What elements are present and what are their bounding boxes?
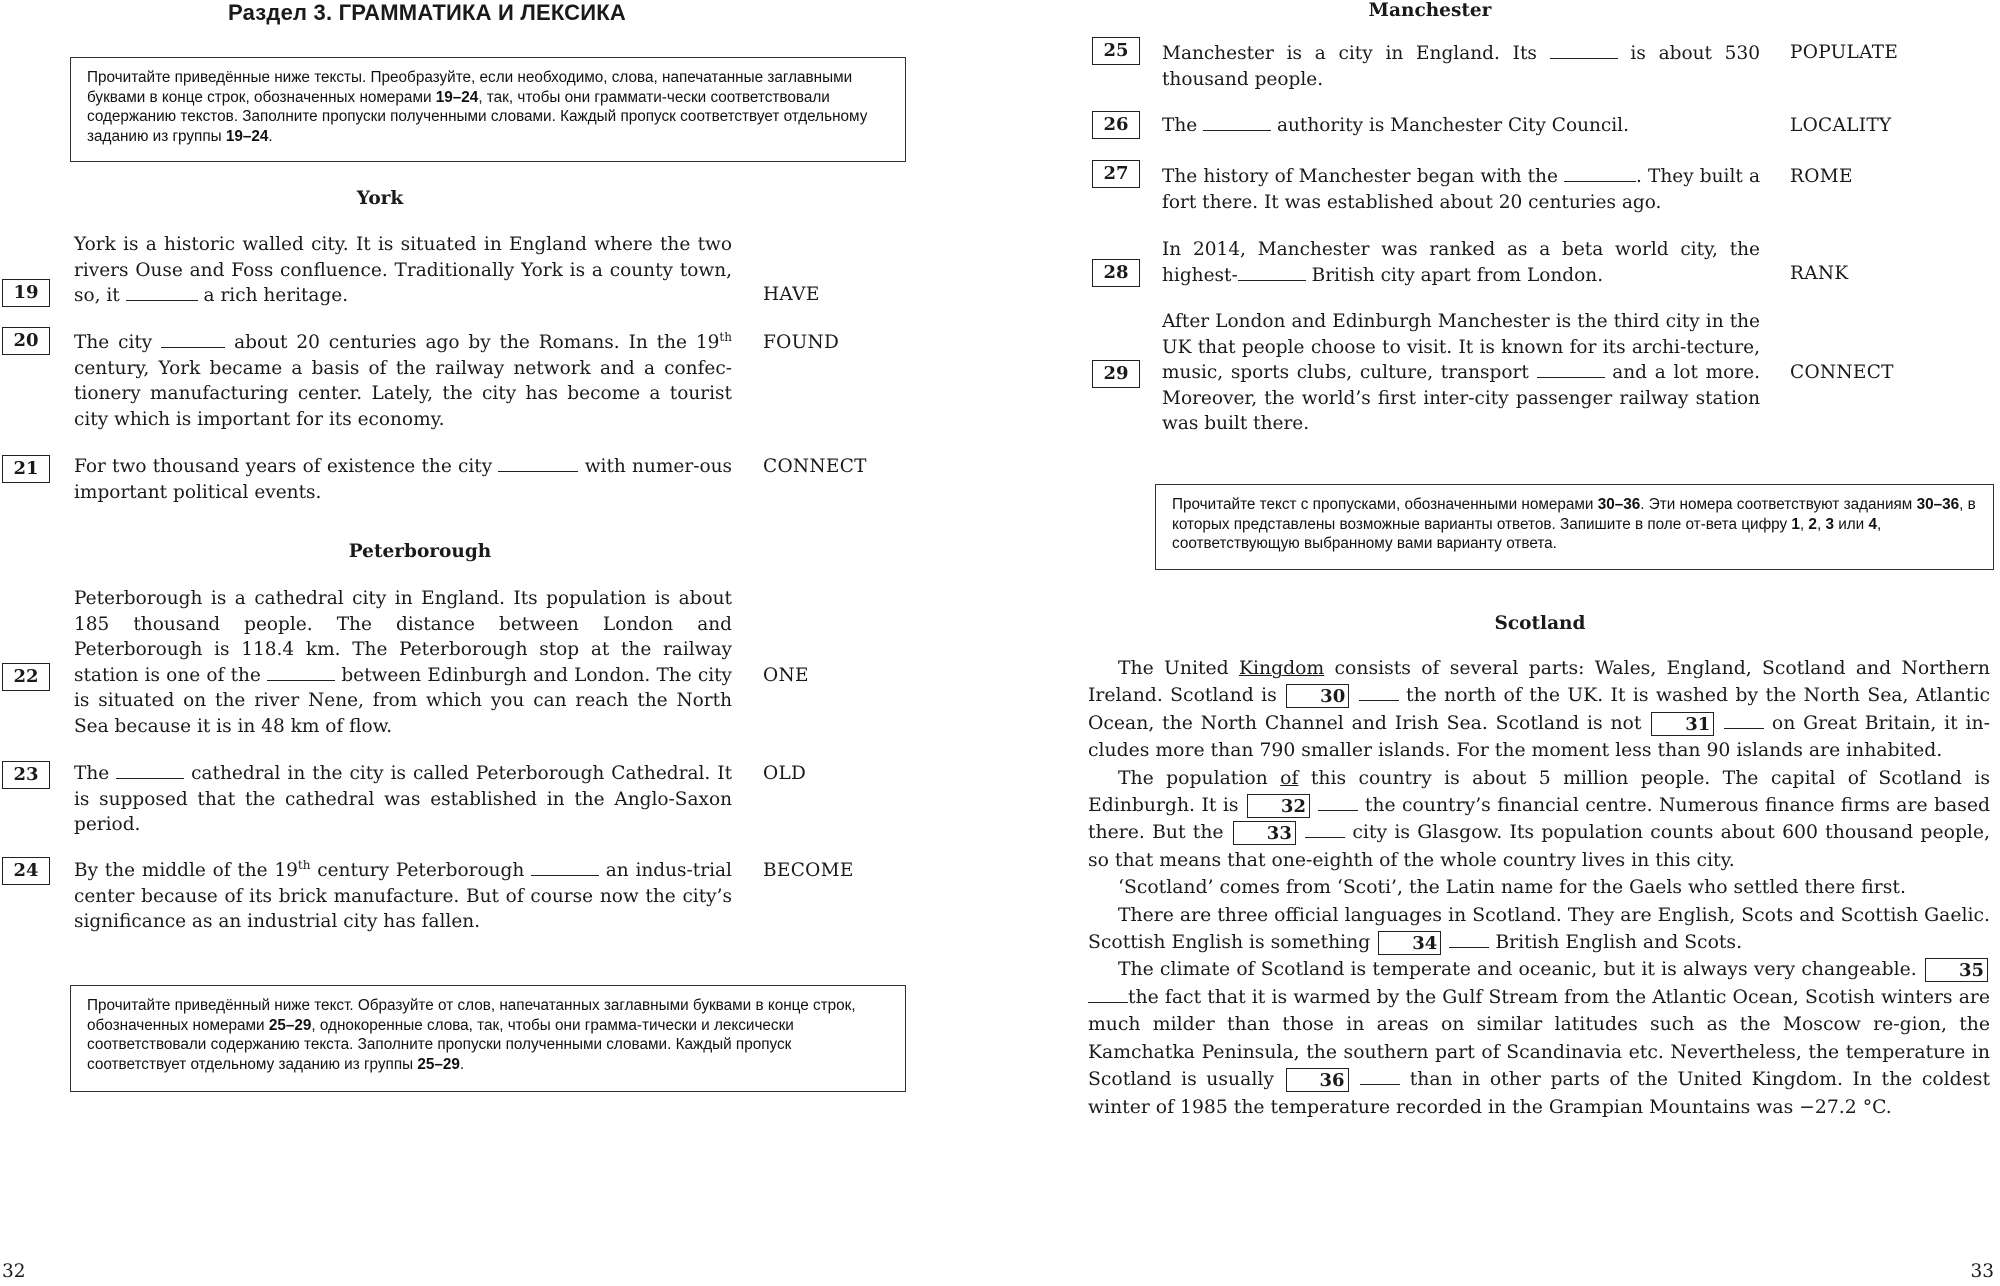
gap-box-31[interactable]: 31: [1651, 712, 1714, 736]
keyword-23: OLD: [763, 763, 807, 784]
right-page: [1000, 0, 2000, 1286]
scotland-paragraph-2: The population of this country is about 5 million people. The capital of Scotland is Edinburgh. It is 32 the country’s financial centre. Numerous finance firms are based there. But the 33 city is Glasgow. Its population counts about 600 thousand people, so that means that one-eighth of the whole country lives in this city.: [1088, 767, 1991, 871]
task-20-text: The city about 20 centuries ago by the Romans. In the 19th century, York became a basis of the railway network and a confec-tionery manufacturing center. Lately, the city has become a tourist city which is important for its economy.: [74, 329, 732, 430]
task-28-text: In 2014, Manchester was ranked as a beta world city, the highest- British city apart from London.: [1162, 239, 1760, 286]
instruction-box-19-24: Прочитайте приведённые ниже тексты. Преобразуйте, если необходимо, слова, напечатанные заглавными буквами в конце строк, обозначенных номерами 19–24, так, чтобы они граммати-чески соответствовали содержанию текстов. Заполните пропуски полученными словами. Каждый пропуск соответствует отдельному заданию из группы 19–24.: [70, 57, 906, 162]
task-number-25: 25: [1092, 37, 1140, 65]
task-number-20: 20: [2, 327, 50, 355]
task-25-text: Manchester is a city in England. Its is about 530 thousand people.: [1162, 43, 1760, 90]
keyword-21: CONNECT: [763, 456, 867, 477]
task-23-text: The cathedral in the city is called Peterborough Cathedral. It is supposed that the cathedral was established in the Anglo-Saxon period.: [74, 763, 732, 835]
keyword-25: POPULATE: [1790, 42, 1899, 63]
task-26-text: The authority is Manchester City Council.: [1162, 115, 1629, 136]
york-heading: York: [356, 188, 404, 209]
task-number-23: 23: [2, 761, 50, 789]
gap-19[interactable]: [126, 286, 198, 301]
gap-box-30[interactable]: 30: [1286, 684, 1349, 708]
task-number-28: 28: [1092, 259, 1140, 287]
instruction-box-30-36: Прочитайте текст с пропусками, обозначенными номерами 30–36. Эти номера соответствуют заданиям 30–36, в которых представлены возможные варианты ответов. Запишите в поле от-вета цифру 1, 2, 3 или 4, соответствующую выбранному вами варианту ответа.: [1155, 484, 1994, 570]
gap-box-33[interactable]: 33: [1233, 821, 1296, 845]
section-title: Раздел 3. ГРАММАТИКА И ЛЕКСИКА: [228, 0, 626, 25]
keyword-24: BECOME: [763, 860, 854, 881]
gap-26[interactable]: [1203, 116, 1271, 131]
keyword-26: LOCALITY: [1790, 115, 1892, 136]
gap-27[interactable]: [1564, 167, 1636, 182]
keyword-29: CONNECT: [1790, 362, 1894, 383]
task-number-27: 27: [1092, 160, 1140, 188]
scotland-paragraph-3: ‘Scotland’ comes from ‘Scoti’, the Latin name for the Gaels who settled there first.: [1118, 877, 1906, 899]
page-number-left: 32: [2, 1261, 26, 1282]
scotland-paragraph-5: The climate of Scotland is temperate and oceanic, but it is always very changeable. 35 the fact that it is warmed by the Gulf Stream from the Atlantic Ocean, Scotish winters are much milder than those in areas on similar latitudes such as the Moscow re-gion, the Kamchatka Peninsula, the southern part of Scandinavia etc. Nevertheless, the temperature in Scotland is usually 36 than in other parts of the United Kingdom. In the coldest winter of 1985 the temperature recorded in the Grampian Mountains was −27.2 °C.: [1088, 959, 1990, 1118]
task-29-text: After London and Edinburgh Manchester is the third city in the UK that people choose to visit. It is known for its archi-tecture, music, sports clubs, culture, transport and a lot more. Moreover, the world’s first inter-city passenger railway station was built there.: [1162, 311, 1760, 434]
gap-25[interactable]: [1550, 44, 1618, 59]
gap-box-34[interactable]: 34: [1378, 931, 1441, 955]
task-22-text: Peterborough is a cathedral city in England. Its population is about 185 thousand people. The distance between London and Peterborough is 118.4 km. The Peterborough stop at the railway station is one of the between Edinburgh and London. The city is situated on the river Nene, from which you can reach the North Sea because it is in 48 km of flow.: [74, 588, 733, 737]
task-number-21: 21: [2, 455, 50, 483]
peterborough-heading: Peterborough: [348, 541, 492, 562]
gap-23[interactable]: [116, 764, 184, 779]
task-27-text: The history of Manchester began with the . They built a fort there. It was established about 20 centuries ago.: [1162, 166, 1760, 213]
keyword-22: ONE: [763, 665, 809, 686]
task-number-22: 22: [2, 663, 50, 691]
keyword-19: HAVE: [763, 284, 820, 305]
gap-box-32[interactable]: 32: [1247, 794, 1310, 818]
gap-21[interactable]: [498, 457, 578, 472]
task-24-text: By the middle of the 19th century Peterborough an indus-trial center because of its brick manufacture. But of course now the city’s significance as an industrial city has fallen.: [74, 857, 732, 932]
task-number-24: 24: [2, 857, 50, 885]
scotland-paragraph-1: The United Kingdom consists of several parts: Wales, England, Scotland and Northern Ireland. Scotland is 30 the north of the UK. It is washed by the North Sea, Atlantic Ocean, the North Channel and Irish Sea. Scotland is not 31 on Great Britain, it in-cludes more than 790 smaller islands. For the moment less than 90 islands are inhabited.: [1088, 658, 1991, 762]
manchester-heading: Manchester: [1368, 0, 1492, 21]
task-21-text: For two thousand years of existence the city with numer-ous important political events.: [74, 456, 732, 503]
scotland-text: [1088, 655, 1990, 1121]
scotland-heading: Scotland: [1494, 613, 1586, 634]
task-19-text: York is a historic walled city. It is situated in England where the two rivers Ouse and Foss confluence. Traditionally York is a county town, so, it a rich heritage.: [74, 234, 733, 306]
gap-29[interactable]: [1537, 363, 1605, 378]
task-number-19: 19: [2, 279, 50, 307]
gap-28[interactable]: [1238, 266, 1306, 281]
keyword-20: FOUND: [763, 332, 840, 353]
page-number-right: 33: [1970, 1261, 1994, 1282]
gap-box-35[interactable]: 35: [1925, 958, 1988, 982]
scotland-paragraph-4: There are three official languages in Scotland. They are English, Scots and Scottish Gaelic. Scottish English is something 34 British English and Scots.: [1088, 904, 1990, 955]
gap-22[interactable]: [267, 666, 335, 681]
keyword-28: RANK: [1790, 263, 1849, 284]
keyword-27: ROME: [1790, 166, 1853, 187]
gap-box-36[interactable]: 36: [1286, 1068, 1349, 1092]
task-number-26: 26: [1092, 111, 1140, 139]
gap-24[interactable]: [531, 861, 599, 876]
gap-20[interactable]: [161, 333, 225, 348]
task-number-29: 29: [1092, 360, 1140, 388]
instruction-box-25-29: Прочитайте приведённый ниже текст. Образуйте от слов, напечатанных заглавными буквами в конце строк, обозначенных номерами 25–29, однокоренные слова, так, чтобы они грамма-тически и лексически соответствовали содержанию текста. Заполните пропуски полученными словами. Каждый пропуск соответствует отдельному заданию из группы 25–29.: [70, 985, 906, 1092]
